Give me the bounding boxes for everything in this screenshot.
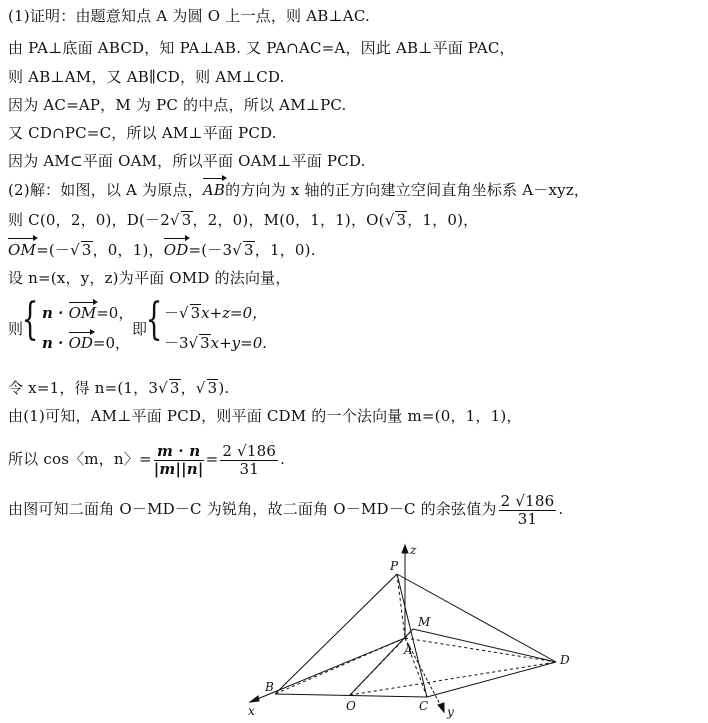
system-mid: 即 [132, 320, 148, 338]
fraction-denominator: 31 [517, 509, 538, 528]
text: =0， [96, 304, 134, 322]
label-b: B [265, 680, 274, 694]
text: =(－3 [188, 241, 233, 259]
sqrt-sign: √ [188, 334, 199, 352]
z-axis-arrow [402, 545, 408, 553]
text: x+y=0. [210, 334, 268, 352]
label-x: x [248, 704, 255, 718]
label-o: O [346, 699, 356, 713]
sqrt-sign: √ [170, 211, 180, 229]
edge-pb [275, 574, 397, 694]
vector-od: OD [68, 334, 93, 352]
sqrt-value: 3 [207, 379, 218, 397]
sqrt-sign: √ [232, 241, 243, 259]
text: ，2，0)，M(0，1，1)，O( [192, 211, 385, 229]
sqrt-sign: √ [70, 241, 80, 259]
vector-om: OM [68, 304, 97, 322]
solve-line-10: 设 n=(x，y，z)为平面 OMD 的法向量， [8, 269, 291, 287]
text: ，0，1)， [92, 241, 164, 259]
sqrt-value: 3 [200, 334, 210, 352]
text: n · [42, 334, 69, 352]
text: ，1，0). [254, 241, 316, 259]
text: =0， [92, 334, 131, 352]
proof-line-6: 因为 AM⊂平面 OAM，所以平面 OAM⊥平面 PCD. [8, 152, 366, 170]
vector-ab: AB [202, 181, 226, 199]
vector-om: OM [8, 241, 37, 259]
text: = [205, 450, 219, 468]
sqrt-sign: √ [158, 379, 168, 397]
sqrt-value: 3 [396, 211, 407, 229]
text: 则 C(0，2，0)，D(－2 [8, 211, 171, 229]
label-p: P [390, 559, 399, 573]
label-z: z [410, 543, 417, 557]
sqrt-sign: √ [195, 379, 206, 397]
fraction-denominator: 31 [239, 459, 259, 478]
sqrt-value: 3 [181, 211, 192, 229]
fraction-denominator: |m||n| [153, 459, 204, 478]
proof-line-4: 因为 AC=AP，M 为 PC 的中点，所以 AM⊥PC. [8, 96, 347, 114]
sqrt-sign: √ [179, 304, 189, 322]
text: 令 x=1，得 n=(1，3 [8, 379, 159, 397]
text: x+z=0， [201, 304, 268, 322]
proof-line-1: (1)证明：由题意知点 A 为圆 O 上一点，则 AB⊥AC. [8, 7, 370, 25]
text: . [558, 500, 564, 518]
text: ，1，0)， [407, 211, 479, 229]
text: 的方向为 x 轴的正方向建立空间直角坐标系 A－xyz， [225, 181, 590, 199]
sqrt-value: 3 [190, 304, 201, 322]
text: 所以 cos〈m，n〉= [8, 450, 152, 468]
sqrt-value: 3 [81, 241, 92, 259]
edge-pc [397, 574, 427, 697]
text: ， [180, 379, 196, 397]
text: (2)解：如图，以 A 为原点， [8, 181, 203, 199]
text: 由图可知二面角 O－MD－C 为锐角，故二面角 O－MD－C 的余弦值为 [8, 500, 497, 518]
text: －3 [164, 334, 189, 352]
text: =(－ [36, 241, 71, 259]
left-brace: { [21, 294, 39, 345]
fraction-numerator: m · n [154, 443, 204, 461]
label-m: M [418, 615, 431, 629]
text: . [280, 450, 286, 468]
sqrt-value: 3 [169, 379, 180, 397]
text: n · [42, 304, 69, 322]
label-c: C [419, 699, 429, 713]
label-a: A [404, 643, 413, 657]
fraction-numerator: 2 √186 [222, 441, 277, 460]
y-axis-arrow [438, 703, 444, 712]
text: ). [218, 379, 230, 397]
edge-md [413, 629, 556, 662]
sqrt-value: 3 [244, 241, 254, 259]
proof-line-2: 由 PA⊥底面 ABCD，知 PA⊥AB. 又 PA∩AC=A，因此 AB⊥平面 PAC， [8, 39, 515, 57]
edge-pa [397, 574, 405, 638]
text: － [164, 304, 180, 322]
x-axis-arrow [250, 696, 259, 702]
proof-line-3: 则 AB⊥AM，又 AB∥CD，则 AM⊥CD. [8, 68, 285, 86]
right-brace: { [145, 294, 163, 345]
solve-line-12: 由(1)可知，AM⊥平面 PCD，则平面 CDM 的一个法向量 m=(0，1，1)， [8, 407, 522, 425]
label-d: D [560, 653, 570, 667]
system-prefix: 则 [8, 320, 24, 338]
fraction-numerator: 2 √186 [500, 491, 555, 510]
label-y: y [447, 705, 454, 719]
proof-line-5: 又 CD∩PC=C，所以 AM⊥平面 PCD. [8, 124, 277, 142]
sqrt-sign: √ [384, 211, 395, 229]
vector-od: OD [163, 241, 189, 259]
